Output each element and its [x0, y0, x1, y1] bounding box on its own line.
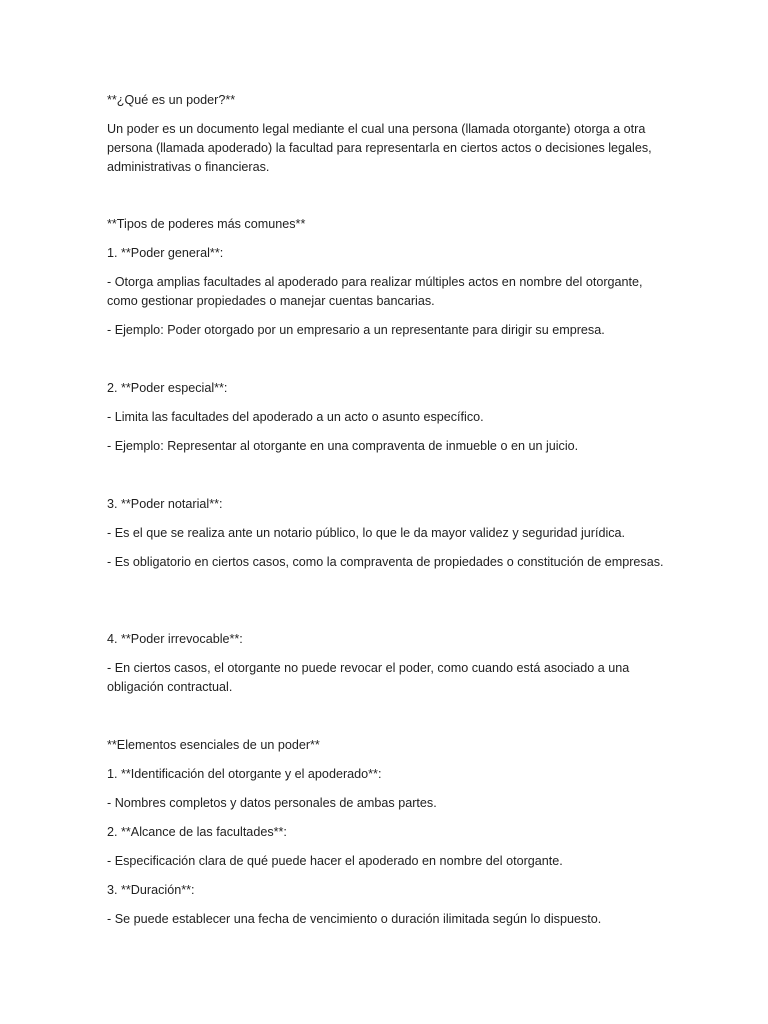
- heading-tipos-de-poderes: **Tipos de poderes más comunes**: [107, 217, 306, 231]
- tipo-1-line-2: - Ejemplo: Poder otorgado por un empresario a un representante para dirigir su empresa.: [107, 323, 605, 337]
- tipo-4-title: 4. **Poder irrevocable**:: [107, 632, 243, 646]
- tipo-3-line-1: - Es el que se realiza ante un notario público, lo que le da mayor validez y seguridad jurídica.: [107, 526, 626, 540]
- elemento-3-line: - Se puede establecer una fecha de vencimiento o duración ilimitada según lo dispuesto.: [107, 912, 602, 926]
- tipo-3-title: 3. **Poder notarial**:: [107, 497, 223, 511]
- elemento-2-title: 2. **Alcance de las facultades**:: [107, 825, 287, 839]
- heading-que-es-un-poder: **¿Qué es un poder?**: [107, 93, 236, 107]
- tipo-4-line-1: - En ciertos casos, el otorgante no puede revocar el poder, como cuando está asociado a una obligación contractual.: [107, 661, 630, 694]
- tipo-2-line-1: - Limita las facultades del apoderado a un acto o asunto específico.: [107, 410, 484, 424]
- tipo-1-title: 1. **Poder general**:: [107, 246, 224, 260]
- intro-paragraph: Un poder es un documento legal mediante el cual una persona (llamada otorgante) otorga a otra persona (llamada apoderado) la facultad para representarla en ciertos actos o decisiones legales, administrativas o financieras.: [107, 122, 652, 174]
- elemento-3-title: 3. **Duración**:: [107, 883, 195, 897]
- tipo-2-title: 2. **Poder especial**:: [107, 381, 228, 395]
- elemento-1-title: 1. **Identificación del otorgante y el apoderado**:: [107, 767, 382, 781]
- tipo-1-line-1: - Otorga amplias facultades al apoderado para realizar múltiples actos en nombre del otorgante, como gestionar propiedades o manejar cuentas bancarias.: [107, 275, 643, 308]
- heading-elementos-esenciales: **Elementos esenciales de un poder**: [107, 738, 320, 752]
- elemento-2-line: - Especificación clara de qué puede hacer el apoderado en nombre del otorgante.: [107, 854, 563, 868]
- tipo-3-line-2: - Es obligatorio en ciertos casos, como la compraventa de propiedades o constitución de empresas.: [107, 555, 664, 569]
- tipo-2-line-2: - Ejemplo: Representar al otorgante en una compraventa de inmueble o en un juicio.: [107, 439, 579, 453]
- elemento-1-line: - Nombres completos y datos personales de ambas partes.: [107, 796, 437, 810]
